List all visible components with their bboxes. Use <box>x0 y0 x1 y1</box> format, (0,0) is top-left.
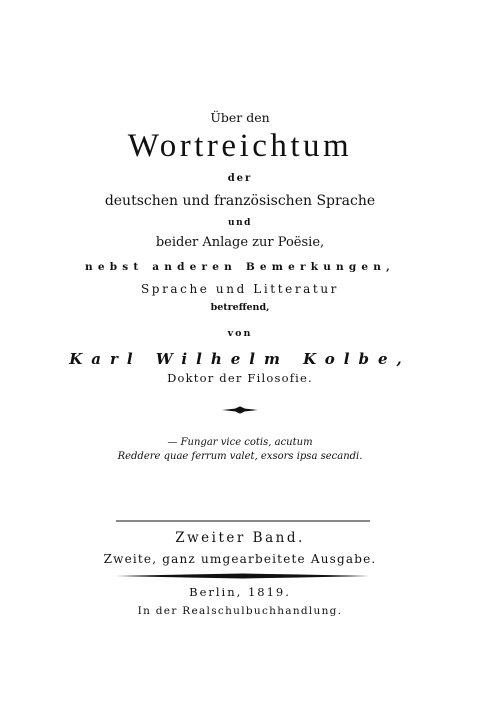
line-von: von <box>227 328 253 339</box>
edition-label: Zweite, ganz umgearbeitete Ausgabe. <box>103 552 377 566</box>
author-title: Doktor der Filosofie. <box>167 371 313 385</box>
line-und: und <box>228 218 252 228</box>
divider-rule-top <box>116 519 370 523</box>
volume-label: Zweiter Band. <box>175 530 305 546</box>
imprint-publisher: In der Realschulbuchhandlung. <box>137 605 343 617</box>
heading-uber-den: Über den <box>210 110 270 125</box>
line-anlage-poesie: beider Anlage zur Poësie, <box>155 235 325 250</box>
line-nebst-bemerkungen: nebst anderen Bemerkungen, <box>85 261 395 273</box>
line-languages: deutschen und französischen Sprache <box>104 193 376 209</box>
motto-line-1: — Fungar vice cotis, acutum <box>167 437 313 448</box>
fleuron-ornament-icon <box>222 406 258 414</box>
author-name: Karl Wilhelm Kolbe, <box>69 350 411 368</box>
line-der: der <box>227 173 253 184</box>
line-betreffend: betreffend, <box>210 302 270 313</box>
motto-line-2: Reddere quae ferrum valet, exsors ipsa secandi. <box>117 451 363 462</box>
line-sprache-litteratur: Sprache und Litteratur <box>140 282 340 296</box>
main-title: Wortreichtum <box>127 128 353 164</box>
divider-rule-bottom <box>116 573 370 579</box>
imprint-place-year: Berlin, 1819. <box>189 585 291 599</box>
